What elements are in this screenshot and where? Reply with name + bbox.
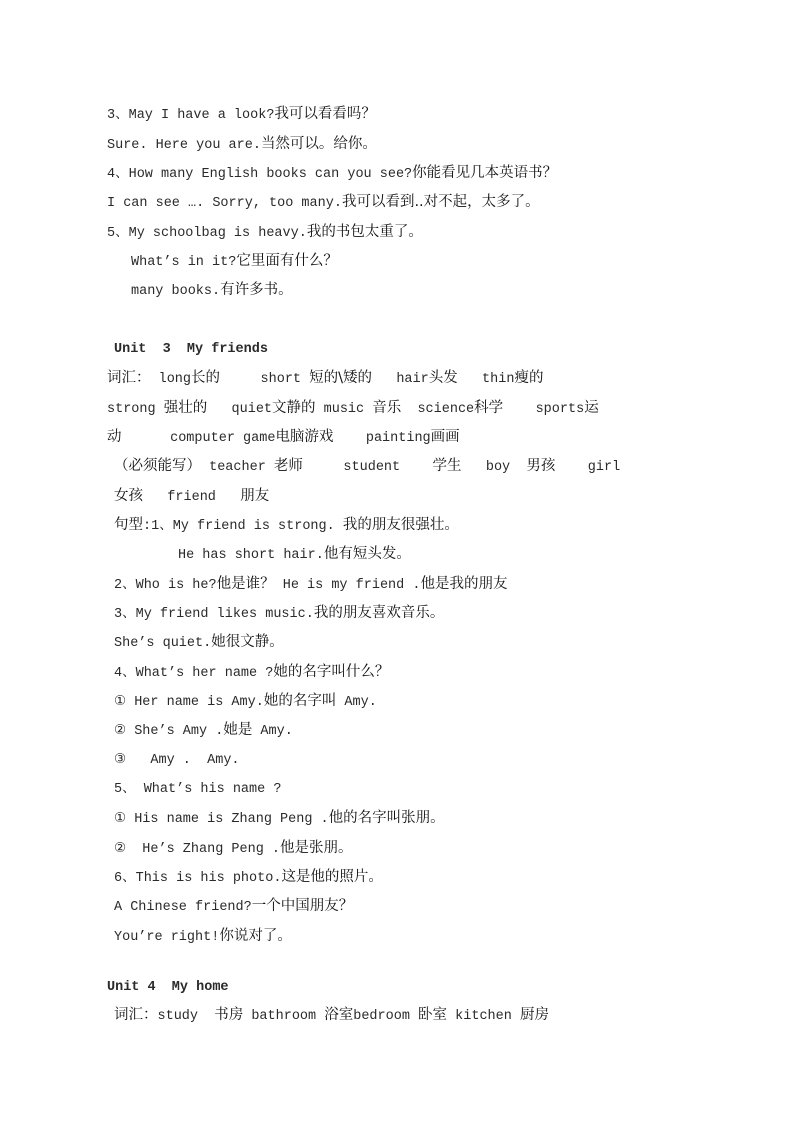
english-text: I can see …. Sorry, too many. [107,196,342,211]
english-text: 6、This is his photo. [114,871,282,886]
chinese-text: 你能看见几本英语书？ [412,165,558,181]
text-line [114,487,269,505]
english-text: A Chinese friend? [114,900,252,915]
chinese-text: 厨房 [519,1007,549,1023]
english-text: boy [461,460,527,475]
text-line [107,164,557,182]
chinese-text: 女孩 [114,488,143,504]
english-text: Unit 4 My home [107,980,229,995]
english-text: long [150,372,192,387]
text-line [178,545,411,563]
chinese-text: 词汇： [114,1007,158,1023]
chinese-text: 有许多书。 [220,282,293,298]
english-text: sports [503,402,585,417]
english-text: science [401,402,475,417]
chinese-text: 电脑游戏 [275,429,334,445]
english-text: quiet [207,402,273,417]
english-text: :1、My friend is strong. [143,519,343,534]
english-text: Amy. [252,724,293,739]
english-text: 4、What’s her name ? [114,666,274,681]
english-text: student [302,460,433,475]
text-line [114,604,444,622]
english-text: painting [333,431,431,446]
english-text: teacher [201,460,274,475]
chinese-text: 音乐 [372,400,402,416]
chinese-text: 他是我的朋友 [420,576,508,592]
text-line [114,868,383,886]
chinese-text: 动 [107,429,122,445]
english-text: computer game [121,431,276,446]
english-text: 3、My friend likes music. [114,607,314,622]
chinese-text: 浴室 [324,1007,354,1023]
text-line [114,927,292,945]
chinese-text: 我的朋友很强壮。 [342,517,459,533]
english-text: Sure. Here you are. [107,138,261,153]
text-line [114,575,507,593]
chinese-text: 我可以看到..对不起，太多了。 [341,194,540,210]
text-line [114,663,389,681]
text-line [114,692,377,710]
chinese-text: 卧室 [418,1007,448,1023]
text-line [107,105,376,123]
text-line [114,457,620,475]
chinese-text: 他的名字叫张朋。 [328,810,445,826]
chinese-text: 文静的 [272,400,316,416]
chinese-text: 她是 [223,722,253,738]
chinese-text: 词汇： [107,370,151,386]
english-text: He is my friend . [274,578,421,593]
english-text: kitchen [447,1009,520,1024]
text-line [114,751,240,769]
text-line [107,193,540,211]
chinese-text: 书房 [214,1007,244,1023]
text-line [114,780,281,798]
chinese-text: 她的名字叫什么？ [273,664,390,680]
chinese-text: 科学 [474,400,504,416]
english-text: What’s in it? [131,255,237,270]
english-text: ① His name is Zhang Peng . [114,812,329,827]
text-line [114,839,353,857]
english-text: 3、May I have a look? [107,108,275,123]
chinese-text: 长的 [191,370,221,386]
english-text: Unit 3 My friends [114,342,268,357]
english-text: music [315,402,373,417]
chinese-text: 她的名字叫 [263,693,337,709]
chinese-text: 运 [584,400,599,416]
text-line [131,281,293,299]
english-text: thin [457,372,515,387]
chinese-text: 他是张朋。 [280,840,353,856]
text-line [107,135,377,153]
english-text: 2、Who is he? [114,578,217,593]
section-heading [114,340,268,358]
english-text: 4、How many English books can you see? [107,167,413,182]
chinese-text: 这是他的照片。 [281,869,383,885]
text-line [107,223,423,241]
english-text: She’s quiet. [114,636,212,651]
chinese-text: 画画 [430,429,460,445]
text-line [107,369,543,387]
english-text: girl [555,460,621,475]
english-text: bathroom [243,1009,325,1024]
english-text: study [157,1009,215,1024]
chinese-text: 老师 [273,458,303,474]
chinese-text: 男孩 [526,458,556,474]
chinese-text: 头发 [428,370,458,386]
text-line [114,516,459,534]
chinese-text: 强壮的 [163,400,208,416]
chinese-text: 我的朋友喜欢音乐。 [313,605,445,621]
chinese-text: 短的\矮的 [309,370,373,386]
english-text: 5、 What’s his name ? [114,782,282,797]
chinese-text: 他是谁？ [216,576,275,592]
chinese-text: 一个中国朋友？ [251,898,354,914]
chinese-text: 我的书包太重了。 [306,224,423,240]
english-text: You’re right! [114,930,220,945]
text-line [107,399,599,417]
text-line [114,1006,549,1024]
chinese-text: 学生 [432,458,462,474]
text-line [131,252,338,270]
text-line [114,721,293,739]
english-text: ② He’s Zhang Peng . [114,842,281,857]
text-line [114,809,445,827]
text-line [114,633,284,651]
english-text: bedroom [353,1009,419,1024]
section-heading [107,978,229,996]
english-text: strong [107,402,164,417]
english-text: ② She’s Amy . [114,724,224,739]
english-text: friend [143,490,241,505]
english-text: short [220,372,310,387]
chinese-text: 朋友 [240,488,270,504]
chinese-text: 你说对了。 [219,928,292,944]
chinese-text: （必须能写） [114,458,201,474]
english-text: ① Her name is Amy. [114,695,264,710]
english-text: Amy. [336,695,377,710]
text-line [114,897,353,915]
chinese-text: 我可以看看吗？ [274,106,376,122]
chinese-text: 她很文静。 [211,634,284,650]
chinese-text: 句型 [114,517,143,533]
text-line [107,428,460,446]
chinese-text: 它里面有什么？ [236,253,338,269]
english-text: ③ Amy . Amy. [114,753,240,768]
english-text: many books. [131,284,221,299]
english-text: 5、My schoolbag is heavy. [107,226,307,241]
chinese-text: 当然可以。给你。 [260,136,377,152]
chinese-text: 他有短头发。 [323,546,411,562]
english-text: hair [372,372,429,387]
english-text: He has short hair. [178,548,324,563]
chinese-text: 瘦的 [514,370,544,386]
